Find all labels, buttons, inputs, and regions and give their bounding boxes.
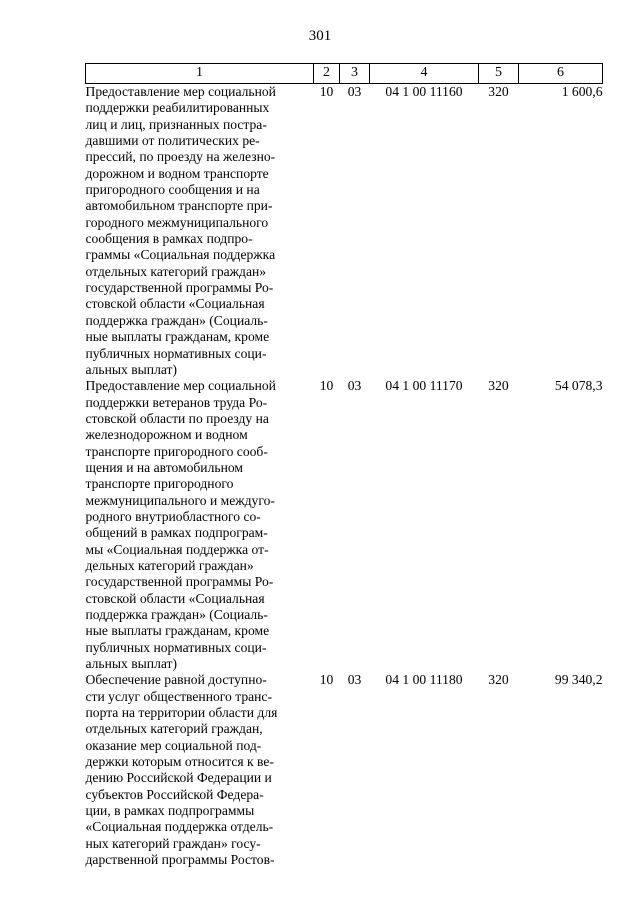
- name-line: государственной программы Ро-: [85, 280, 274, 296]
- row-amount-cell: 54 078,3: [554, 378, 603, 394]
- name-line: публичных нормативных соци-: [85, 639, 267, 655]
- name-line: давшими от политических ре-: [85, 133, 260, 149]
- column-header-amount: 6: [519, 64, 603, 84]
- row-rz-cell: 10: [319, 378, 334, 394]
- name-line: лиц и лиц, признанных постра-: [85, 116, 267, 132]
- column-header-vr: 5: [479, 64, 519, 84]
- name-line: дельных категорий граждан»: [85, 557, 254, 573]
- table-row: [86, 672, 603, 868]
- name-line: поддержки реабилитированных: [85, 100, 270, 116]
- row-vr-cell: 320: [488, 378, 509, 394]
- name-line: стовской области «Социальная: [85, 296, 265, 312]
- row-pr-cell: 03: [347, 84, 362, 99]
- row-pr-cell: 03: [347, 378, 362, 394]
- row-name-cell: [86, 672, 314, 868]
- row-vr-cell: 320: [488, 672, 509, 688]
- name-line: сти услуг общественного транс-: [85, 688, 272, 704]
- row-amount-cell: 1 600,6: [561, 84, 603, 99]
- row-amount-cell: 99 340,2: [554, 672, 603, 688]
- row-csr-cell: 04 1 00 11170: [385, 378, 463, 394]
- row-rz-cell: 10: [319, 672, 334, 688]
- name-line: межмуниципального и междуго-: [85, 492, 275, 508]
- name-line: «Социальная поддержка отдель-: [85, 819, 274, 835]
- name-line: оказание мер социальной под-: [85, 737, 262, 753]
- name-line: поддержка граждан» (Социаль-: [85, 607, 268, 622]
- row-name-cell: [86, 84, 314, 379]
- name-line: граммы «Социальная поддержка: [85, 247, 276, 263]
- name-line: поддержки ветеранов труда Ро-: [85, 394, 268, 410]
- name-line: дорожном и водном транспорте: [85, 165, 269, 181]
- name-line: поддержка граждан» (Социаль-: [85, 312, 268, 328]
- name-line: Предоставление мер социальной: [85, 378, 276, 394]
- name-line: Обеспечение равной доступно-: [85, 672, 267, 688]
- column-header-csr: 4: [370, 64, 479, 84]
- name-line: транспорте пригородного: [85, 476, 234, 492]
- row-pr-cell: 03: [347, 672, 362, 688]
- name-line: государственной программы Ро-: [85, 574, 274, 590]
- row-csr-cell: 04 1 00 11160: [385, 84, 463, 99]
- name-line: субъектов Российской Федера-: [85, 786, 264, 802]
- name-line: стовской области «Социальная: [85, 590, 265, 606]
- row-rz-cell: 10: [319, 84, 334, 99]
- name-line: дению Российской Федерации и: [85, 770, 272, 786]
- name-line: родного внутриобластного со-: [85, 508, 261, 524]
- name-line: отдельных категорий граждан»: [85, 263, 267, 279]
- name-line: альных выплат): [85, 361, 177, 377]
- table-row: [86, 84, 603, 379]
- name-line: публичных нормативных соци-: [85, 345, 267, 361]
- name-line: Предоставление мер социальной: [85, 84, 276, 99]
- name-line: ции, в рамках подпрограммы: [85, 803, 255, 819]
- name-line: порта на территории области для: [85, 705, 278, 721]
- table-header-row: [86, 64, 603, 84]
- name-line: общений в рамках подпрограм-: [85, 525, 268, 541]
- name-line: отдельных категорий граждан,: [85, 721, 263, 737]
- name-line: альных выплат): [85, 656, 177, 672]
- name-line: сообщения в рамках подпро-: [85, 231, 253, 247]
- budget-table: [85, 63, 603, 869]
- name-line: пригородного сообщения и на: [85, 182, 260, 198]
- name-line: ных категорий граждан» госу-: [85, 835, 261, 851]
- name-line: ные выплаты гражданам, кроме: [85, 329, 270, 345]
- table-row: [86, 378, 603, 672]
- row-name-cell: [86, 378, 314, 672]
- name-line: дарственной программы Ростов-: [85, 852, 275, 868]
- name-line: железнодорожном и водном: [85, 427, 248, 443]
- name-line: прессий, по проезду на железно-: [85, 149, 276, 165]
- name-line: щения и на автомобильном: [85, 459, 243, 475]
- column-header-pr: 3: [340, 64, 370, 84]
- name-line: автомобильном транспорте при-: [85, 198, 273, 214]
- column-header-name: 1: [86, 64, 314, 84]
- name-line: мы «Социальная поддержка от-: [85, 541, 269, 557]
- page-number: 301: [308, 28, 332, 44]
- name-line: ные выплаты гражданам, кроме: [85, 623, 270, 639]
- name-line: городного межмуниципального: [85, 214, 269, 230]
- name-line: держки которым относится к ве-: [85, 754, 274, 770]
- row-vr-cell: 320: [488, 84, 509, 99]
- row-csr-cell: 04 1 00 11180: [385, 672, 463, 688]
- column-header-rz: 2: [314, 64, 340, 84]
- name-line: стовской области по проезду на: [85, 410, 269, 426]
- name-line: транспорте пригородного сооб-: [85, 443, 268, 459]
